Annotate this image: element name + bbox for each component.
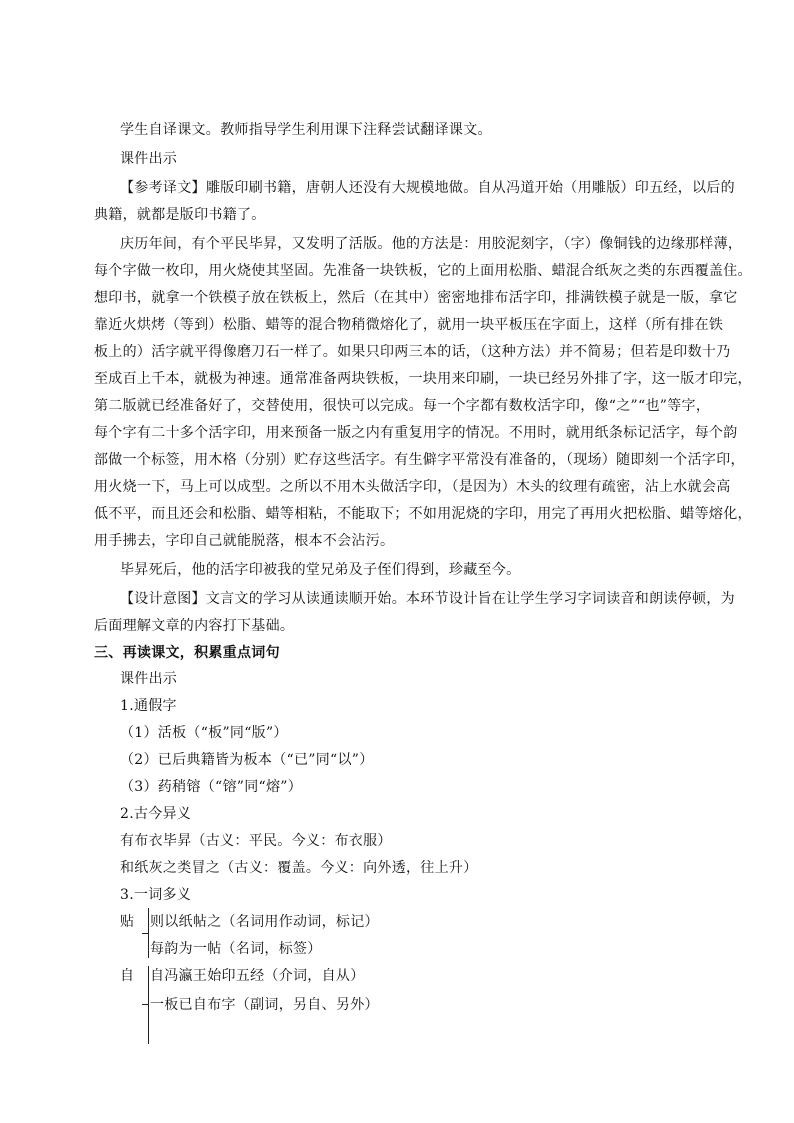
tie-meaning-2: 每韵为一帖（名词，标签） (150, 941, 322, 957)
design-tag: 【设计意图】 (120, 591, 206, 607)
tongjia-item-2: （2）已后典籍皆为板本（“已”同“以”） (120, 752, 374, 768)
translation-line-1: 【参考译文】雕版印刷书籍，唐朝人还没有大规模地做。自从冯道开始（用雕版）印五经，以后的 (120, 180, 735, 196)
paragraph-2-line-11: 低不平，而且还会和松脂、蜡等相粘，不能取下；不如用泥烧的字印，用完了再用火把松脂、蜡等熔化， (94, 506, 752, 522)
paragraph-2-line-2: 每个字做一枚印，用火烧使其坚固。先准备一块铁板，它的上面用松脂、蜡混合纸灰之类的东西覆盖住。 (94, 263, 752, 279)
paragraph-3: 毕昇死后，他的活字印被我的堂兄弟及子侄们得到，珍藏至今。 (120, 562, 521, 578)
paragraph-2-line-5: 板上的）活字就平得像磨刀石一样了。如果只印两三本的话，（这种方法）并不简易；但若是印数十乃 (94, 344, 731, 360)
paragraph-2-line-4: 靠近火烘烤（等到）松脂、蜡等的混合物稍微熔化了，就用一块平板压在字面上，这样（所有排在铁 (94, 317, 724, 333)
paragraph-2-line-6: 至成百上千本，就极为神速。通常准备两块铁板，一块用来印刷，一块已经另外排了字，这一版才印完， (94, 371, 752, 387)
courseware-label: 课件出示 (120, 151, 178, 167)
polysemy-char-tie: 贴 (120, 914, 135, 930)
gujin-item-1: 有布衣毕昇（古义：平民。今义：布衣服） (120, 833, 392, 849)
translation-line-2: 典籍，就都是版印书籍了。 (94, 207, 266, 223)
paragraph-2-line-8: 每个字有二十多个活字印，用来预备一版之内有重复用字的情况。不用时，就用纸条标记活字，每个韵 (94, 425, 738, 441)
design-line-2: 后面理解文章的内容打下基础。 (94, 618, 295, 634)
design-line-1: 【设计意图】文言文的学习从读通读顺开始。本环节设计旨在让学生学习字词读音和朗读停顿，为 (120, 591, 735, 607)
brace-zi-tip (142, 1004, 148, 1005)
section-3-heading: 三、再读课文，积累重点词句 (94, 645, 280, 661)
paragraph-2-line-10: 用火烧一下，马上可以成型。之所以不用木头做活字印，（是因为）木头的纹理有疏密，沾上水就会高 (94, 479, 731, 495)
gujin-heading: 2.古今异义 (120, 806, 192, 822)
paragraph-2-line-3: 想印书，就拿一个铁模子放在铁板上，然后（在其中）密密地排布活字印，排满铁模子就是一版，拿它 (94, 290, 738, 306)
yici-heading: 3.一词多义 (120, 887, 192, 903)
paragraph-2-line-12: 用手拂去，字印自己就能脱落，根本不会沾污。 (94, 533, 395, 549)
paragraph-2-line-1: 庆历年间，有个平民毕昇，又发明了活版。他的方法是：用胶泥刻字，（字）像铜钱的边缘那样薄， (120, 236, 743, 252)
paragraph-2-line-9: 部做一个标签，用木格（分别）贮存这些活字。有生僻字平常没有准备的，（现场）随即刻一个活字印， (94, 452, 745, 468)
courseware-label-2: 课件出示 (120, 671, 178, 687)
brace-tie-tip (142, 933, 148, 934)
brace-tie (148, 908, 149, 958)
tongjia-item-3: （3）药稍镕（“镕”同“熔”） (120, 779, 303, 795)
paragraph-2-line-7: 第二版就已经准备好了，交替使用，很快可以完成。每一个字都有数枚活字印，像“之”“也”等字， (94, 398, 711, 414)
gujin-item-2: 和纸灰之类冒之（古义：覆盖。今义：向外透，往上升） (120, 860, 478, 876)
tie-meaning-1: 则以纸帖之（名词用作动词，标记） (150, 914, 379, 930)
tongjia-item-1: （1）活板（“板”同“版”） (120, 725, 288, 741)
intro-paragraph: 学生自译课文。教师指导学生利用课下注释尝试翻译课文。 (120, 122, 492, 138)
polysemy-char-zi: 自 (120, 968, 135, 984)
tongjia-heading: 1.通假字 (120, 698, 177, 714)
zi-meaning-2: 一板已自布字（副词，另自、另外） (150, 997, 379, 1013)
brace-zi (148, 966, 149, 1044)
translation-tag: 【参考译文】 (120, 180, 206, 196)
zi-meaning-1: 自冯瀛王始印五经（介词，自从） (150, 968, 365, 984)
